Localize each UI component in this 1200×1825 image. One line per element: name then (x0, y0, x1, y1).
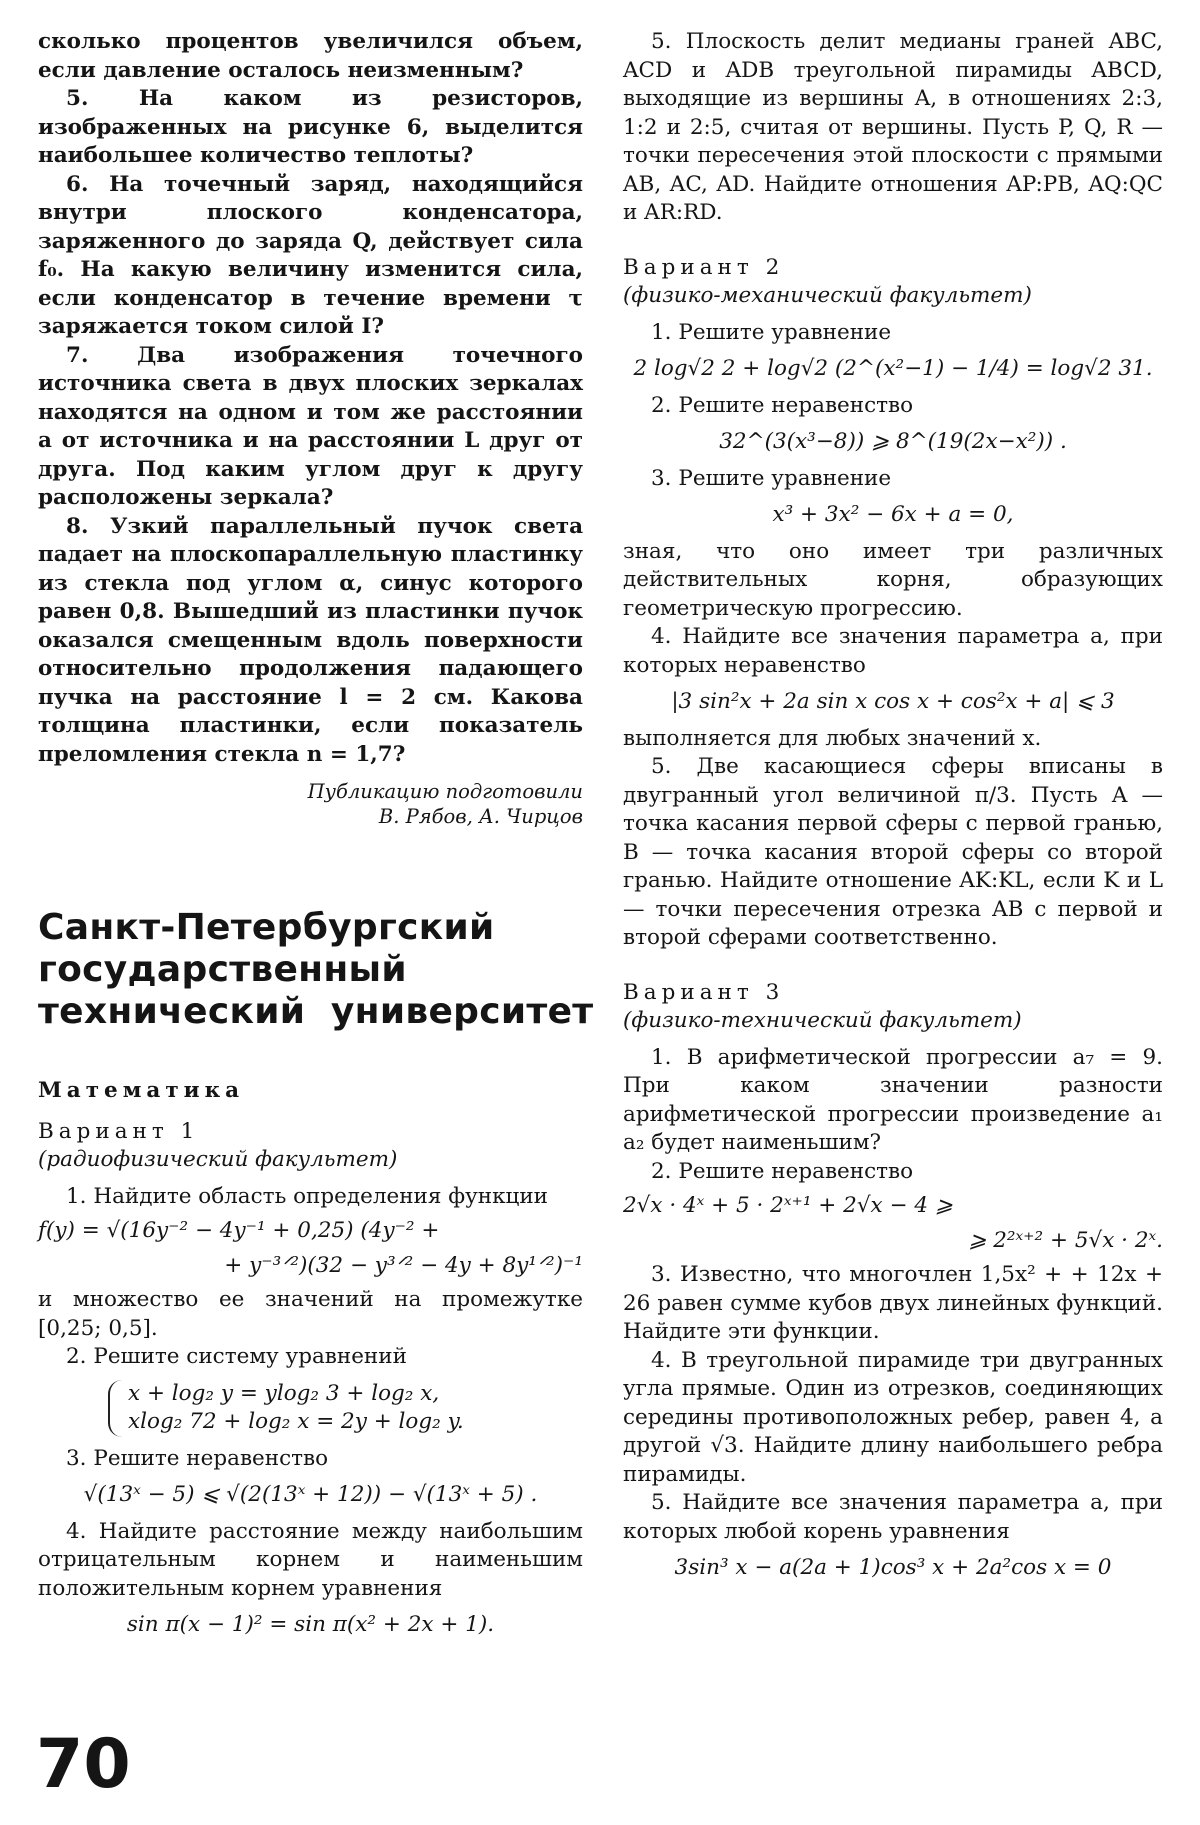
task-3: 3. Известно, что многочлен 1,5x² + + 12x + 26 равен сумме кубов двух линейных функций. Найдите эти функции. (623, 1262, 1163, 1344)
signature-line-1: Публикацию подготовили (307, 780, 583, 803)
task-2: 2. Решите неравенство (651, 1158, 914, 1184)
faculty-label: (физико-механический факультет) (623, 283, 1032, 308)
task-3: 3. Решите уравнение (651, 465, 892, 491)
variant-heading: Вариант 3 (623, 979, 785, 1005)
signature-line-2: В. Рябов, А. Чирцов (378, 805, 583, 828)
problem-6: 6. На точечный заряд, находящийся внутри плоского конденсатора, заряженного до заряда Q, действует сила f₀. На какую величину изменится сила, если конденсатор в течение времени τ заряжается током силой I? (38, 171, 583, 339)
paragraph: сколько процентов увеличился объем, если давление осталось неизменным? (38, 29, 583, 83)
university-title (38, 907, 594, 1033)
right-column (623, 28, 1163, 1591)
problem-5-geometry: 5. Плоскость делит медианы граней ABC, ACD и ADB треугольной пирамиды ABCD, выходящие из вершины A, в отношениях 2:3, 1:2 и 2:5, считая от вершины. Пусть P, Q, R — точки пересечения этой плоскости с прямыми AB, AC, AD. Найдите отношения AP:PB, AQ:QC и AR:RD. (623, 29, 1163, 225)
formula: √(13ˣ − 5) ⩽ √(2(13ˣ + 12)) − √(13ˣ + 5) . (83, 1482, 538, 1507)
equation: xlog₂ 72 + log₂ x = 2y + log₂ y. (128, 1409, 464, 1434)
subject-heading: Математика (38, 1078, 245, 1103)
paragraph: выполняется для любых значений x. (623, 725, 1042, 751)
task-4: 4. Найдите все значения параметра a, при которых неравенство (623, 624, 1163, 678)
formula: f(y) = √(16y⁻² − 4y⁻¹ + 0,25) (4y⁻² + (38, 1218, 440, 1243)
formula: ⩾ 2²ˣ⁺² + 5√x · 2ˣ. (968, 1227, 1163, 1253)
problem-8: 8. Узкий параллельный пучок света падает на плоскопараллельную пластинку из стекла под углом α, синус которого равен 0,8. Вышедший из пластинки пучок оказался смещенным вдоль поверхности относительно продолжения падающего пучка на расстояние l = 2 см. Какова толщина пластинки, если показатель преломления стекла n = 1,7? (38, 513, 583, 767)
formula: |3 sin²x + 2a sin x cos x + cos²x + a| ⩽ 3 (671, 689, 1115, 714)
task-1: 1. Найдите область определения функции (66, 1183, 548, 1209)
variant-heading: Вариант 1 (38, 1118, 200, 1144)
formula: 2√x · 4ˣ + 5 · 2ˣ⁺¹ + 2√x − 4 ⩾ (623, 1193, 953, 1218)
paragraph: зная, что оно имеет три различных действительных корня, образующих геометрическую прогрессию. (623, 538, 1163, 621)
university-title-line-2: государственный (38, 949, 407, 990)
task-1: 1. В арифметической прогрессии a₇ = 9. При каком значении разности арифметической прогрессии произведение a₁ a₂ будет наименьшим? (623, 1044, 1163, 1155)
formula: 3sin³ x − a(2a + 1)cos³ x + 2a²cos x = 0 (674, 1555, 1112, 1580)
formula: sin π(x − 1)² = sin π(x² + 2x + 1). (126, 1612, 495, 1637)
task-2: 2. Решите неравенство (651, 392, 914, 418)
problem-7: 7. Два изображения точечного источника света в двух плоских зеркалах находятся на одном и том же расстоянии a от источника и на расстоянии L друг от друга. Под каким углом друг к другу расположены зеркала? (38, 342, 583, 510)
left-column (38, 28, 594, 1648)
formula: 32^(3(x³−8)) ⩾ 8^(19(2x−x²)) . (719, 429, 1067, 454)
variant-heading: Вариант 2 (623, 254, 785, 280)
task-2: 2. Решите систему уравнений (66, 1344, 407, 1369)
formula: + y⁻³ᐟ²)(32 − y³ᐟ² − 4y + 8y¹ᐟ²)⁻¹ (224, 1252, 583, 1278)
task-3: 3. Решите неравенство (66, 1445, 329, 1471)
faculty-label: (радиофизический факультет) (38, 1147, 398, 1172)
task-5: 5. Найдите все значения параметра a, при которых любой корень уравнения (623, 1490, 1163, 1544)
university-title-line-3: технический университет (38, 991, 594, 1032)
task-4: 4. В треугольной пирамиде три двугранных угла прямые. Один из отрезков, соединяющих середины противоположных ребер, равен 4, а другой √3. Найдите длину наибольшего ребра пирамиды. (623, 1347, 1163, 1487)
faculty-label: (физико-технический факультет) (623, 1008, 1022, 1033)
equation-system (108, 1380, 583, 1437)
university-title-line-1: Санкт-Петербургский (38, 907, 495, 948)
equation: x + log₂ y = ylog₂ 3 + log₂ x, (128, 1380, 440, 1406)
formula: 2 log√2 2 + log√2 (2^(x²−1) − 1/4) = log√2 31. (633, 356, 1153, 381)
paragraph: и множество ее значений на промежутке [0,25; 0,5]. (38, 1287, 583, 1341)
formula: x³ + 3x² − 6x + a = 0, (772, 502, 1014, 527)
problem-5: 5. На каком из резисторов, изображенных на рисунке 6, выделится наибольшее количество теплоты? (38, 86, 583, 168)
page-number: 70 (36, 1725, 131, 1804)
task-4: 4. Найдите расстояние между наибольшим отрицательным корнем и наименьшим положительным корнем уравнения (38, 1518, 583, 1601)
task-1: 1. Решите уравнение (651, 319, 892, 345)
task-5: 5. Две касающиеся сферы вписаны в двугранный угол величиной π/3. Пусть A — точка касания первой сферы с первой гранью, B — точка касания второй сферы со второй гранью. Найдите отношение AK:KL, если K и L — точки пересечения отрезка AB с первой и второй сферами соответственно. (623, 754, 1163, 950)
